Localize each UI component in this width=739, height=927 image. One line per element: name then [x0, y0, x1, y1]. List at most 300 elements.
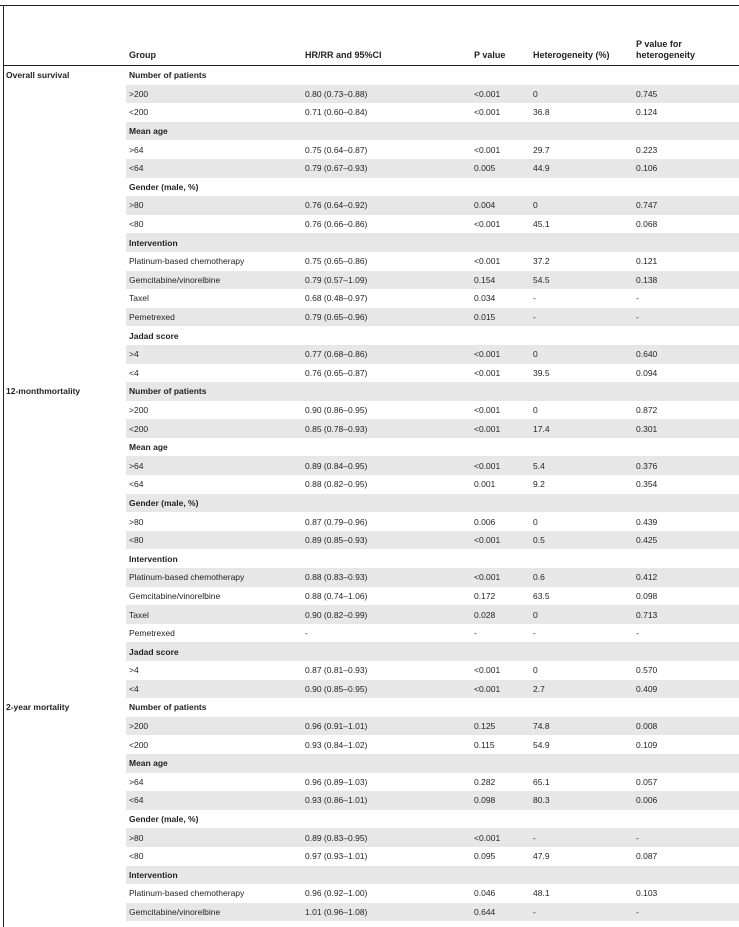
p-value-cell: 0.034: [474, 293, 496, 304]
p-heterogeneity-cell: [633, 233, 739, 252]
group-cell: Mean age: [126, 754, 302, 773]
heterogeneity-cell: 65.1: [533, 776, 550, 787]
p-value-cell: 0.095: [474, 851, 496, 862]
group-cell: Taxel: [126, 605, 302, 624]
p-value-cell: -: [474, 628, 477, 639]
section-cell: [3, 828, 126, 847]
p-value-cell: <0.001: [471, 345, 530, 364]
group-cell: >64: [129, 144, 144, 155]
table-row: [3, 717, 739, 736]
header-heterogeneity: Heterogeneity (%): [530, 24, 633, 66]
hr-ci-cell: 0.68 (0.48–0.97): [305, 293, 368, 304]
heterogeneity-cell: [530, 494, 633, 513]
p-value-cell: 0.004: [471, 196, 530, 215]
hr-ci-cell: [302, 866, 471, 885]
table-row: [3, 475, 739, 494]
section-cell: [3, 345, 126, 364]
p-heterogeneity-cell: 0.301: [633, 419, 739, 438]
table-row: [3, 289, 739, 308]
p-value-cell: 0.006: [474, 516, 496, 527]
section-cell: [3, 289, 126, 308]
table-row: [3, 587, 739, 606]
hr-ci-cell: 0.93 (0.84–1.02): [305, 739, 368, 750]
p-heterogeneity-cell: [633, 810, 739, 829]
p-value-cell: 0.028: [471, 605, 530, 624]
section-cell: [3, 549, 126, 568]
hr-ci-cell: 0.88 (0.83–0.93): [302, 568, 471, 587]
subgroup-analysis-table: [3, 24, 739, 921]
table-row: [3, 401, 739, 420]
section-cell: [3, 717, 126, 736]
p-value-cell: [471, 698, 530, 717]
section-cell: [3, 308, 126, 327]
table-row: [3, 531, 739, 550]
p-heterogeneity-cell: 0.124: [636, 107, 658, 118]
hr-ci-cell: [302, 382, 471, 401]
group-cell: <200: [129, 107, 149, 118]
table-row: [3, 85, 739, 104]
p-value-cell: <0.001: [471, 568, 530, 587]
hr-ci-cell: 0.76 (0.65–0.87): [305, 367, 368, 378]
hr-ci-cell: 0.96 (0.91–1.01): [302, 717, 471, 736]
p-value-cell: 0.015: [471, 308, 530, 327]
p-value-cell: <0.001: [471, 828, 530, 847]
p-value-cell: [471, 382, 530, 401]
group-cell: <200: [126, 419, 302, 438]
p-heterogeneity-cell: 0.376: [633, 456, 739, 475]
section-cell: [3, 419, 126, 438]
group-cell: <80: [126, 531, 302, 550]
group-cell: Gemcitabine/vinorelbine: [126, 903, 302, 922]
p-heterogeneity-cell: 0.109: [636, 739, 658, 750]
hr-ci-cell: [302, 642, 471, 661]
hr-ci-cell: 0.90 (0.86–0.95): [305, 404, 368, 415]
group-cell: Jadad score: [129, 330, 179, 341]
p-value-cell: [471, 178, 530, 197]
p-value-cell: 0.098: [471, 791, 530, 810]
p-heterogeneity-cell: 0.006: [633, 791, 739, 810]
p-heterogeneity-cell: 0.745: [633, 85, 739, 104]
p-heterogeneity-cell: 0.138: [633, 271, 739, 290]
hr-ci-cell: 0.71 (0.60–0.84): [305, 107, 368, 118]
section-cell: [3, 438, 126, 457]
group-cell: >200: [129, 404, 149, 415]
group-cell: Number of patients: [126, 382, 302, 401]
section-cell: [3, 568, 126, 587]
group-cell: <64: [126, 791, 302, 810]
p-heterogeneity-cell: 0.570: [636, 665, 658, 676]
p-heterogeneity-cell: [633, 438, 739, 457]
p-value-cell: [471, 122, 530, 141]
table-row: [3, 754, 739, 773]
section-cell: [3, 642, 126, 661]
p-value-cell: 0.282: [474, 776, 496, 787]
heterogeneity-cell: [530, 866, 633, 885]
section-cell: [3, 233, 126, 252]
heterogeneity-cell: [530, 382, 633, 401]
group-cell: Gender (male, %): [129, 814, 199, 825]
table-row: [3, 215, 739, 234]
p-heterogeneity-cell: 0.098: [636, 590, 658, 601]
section-cell: [3, 456, 126, 475]
p-value-cell: 0.172: [474, 590, 496, 601]
table-row: [3, 419, 739, 438]
table-row: [3, 233, 739, 252]
section-cell: [3, 85, 126, 104]
section-cell: [3, 103, 126, 122]
group-cell: <64: [126, 159, 302, 178]
hr-ci-cell: [302, 178, 471, 197]
group-cell: >64: [126, 456, 302, 475]
group-cell: Platinum-based chemotherapy: [126, 568, 302, 587]
p-value-cell: [471, 642, 530, 661]
group-cell: >64: [129, 776, 144, 787]
table-row: [3, 661, 739, 680]
heterogeneity-cell: 5.4: [530, 456, 633, 475]
table-row: [3, 605, 739, 624]
section-cell: [3, 215, 126, 234]
section-cell: [3, 847, 126, 866]
table-row: [3, 178, 739, 197]
header-hr-ci: HR/RR and 95%CI: [302, 24, 471, 66]
section-cell: [3, 326, 126, 345]
p-heterogeneity-cell: [633, 326, 739, 345]
section-cell: [3, 680, 126, 699]
group-cell: Jadad score: [126, 642, 302, 661]
group-cell: Pemetrexed: [129, 628, 175, 639]
section-cell: [3, 494, 126, 513]
p-value-cell: 0.115: [474, 739, 495, 750]
hr-ci-cell: [302, 754, 471, 773]
p-heterogeneity-cell: 0.087: [636, 851, 658, 862]
hr-ci-cell: 0.76 (0.66–0.86): [305, 219, 368, 230]
heterogeneity-cell: 0: [530, 85, 633, 104]
table-row: [3, 549, 739, 568]
hr-ci-cell: 0.89 (0.85–0.93): [302, 531, 471, 550]
p-heterogeneity-cell: [633, 698, 739, 717]
heterogeneity-cell: [530, 698, 633, 717]
group-cell: >80: [126, 828, 302, 847]
heterogeneity-cell: 2.7: [530, 680, 633, 699]
hr-ci-cell: [302, 698, 471, 717]
table-row: [3, 196, 739, 215]
group-cell: Gender (male, %): [129, 181, 199, 192]
hr-ci-cell: 0.89 (0.84–0.95): [302, 456, 471, 475]
table-row: [3, 624, 739, 643]
p-heterogeneity-cell: 0.747: [633, 196, 739, 215]
heterogeneity-cell: 0: [533, 665, 538, 676]
group-cell: >4: [126, 345, 302, 364]
heterogeneity-cell: [530, 438, 633, 457]
group-cell: Taxel: [129, 293, 149, 304]
header-section: [3, 24, 126, 66]
hr-ci-cell: [302, 549, 471, 568]
group-cell: Mean age: [126, 122, 302, 141]
p-heterogeneity-cell: -: [636, 293, 639, 304]
p-value-cell: <0.001: [471, 456, 530, 475]
p-value-cell: <0.001: [474, 665, 501, 676]
table-row: [3, 438, 739, 457]
p-heterogeneity-cell: [633, 549, 739, 568]
group-cell: Intervention: [129, 553, 178, 564]
p-value-cell: 0.005: [471, 159, 530, 178]
p-heterogeneity-cell: [633, 122, 739, 141]
section-cell: [3, 178, 126, 197]
hr-ci-cell: 0.76 (0.64–0.92): [302, 196, 471, 215]
section-cell: [3, 587, 126, 606]
hr-ci-cell: [302, 233, 471, 252]
group-cell: Intervention: [126, 866, 302, 885]
table-row: [3, 791, 739, 810]
table-row: [3, 252, 739, 271]
hr-ci-cell: 0.75 (0.65–0.86): [305, 256, 368, 267]
p-heterogeneity-cell: 0.057: [636, 776, 658, 787]
heterogeneity-cell: [530, 122, 633, 141]
heterogeneity-cell: 9.2: [533, 479, 545, 490]
heterogeneity-cell: 54.9: [533, 739, 550, 750]
p-heterogeneity-cell: 0.121: [636, 256, 658, 267]
section-cell: [3, 661, 126, 680]
group-cell: <80: [129, 851, 144, 862]
group-cell: Number of patients: [129, 702, 207, 713]
p-value-cell: [471, 66, 530, 85]
group-cell: <80: [129, 219, 144, 230]
section-cell: Overall survival: [6, 70, 70, 81]
p-heterogeneity-cell: [633, 66, 739, 85]
heterogeneity-cell: 47.9: [533, 851, 550, 862]
group-cell: Platinum-based chemotherapy: [129, 888, 245, 899]
table-row: [3, 159, 739, 178]
heterogeneity-cell: 29.7: [533, 144, 550, 155]
p-heterogeneity-cell: 0.223: [636, 144, 658, 155]
section-cell: [3, 531, 126, 550]
p-heterogeneity-cell: 0.713: [633, 605, 739, 624]
header-group: Group: [126, 24, 302, 66]
group-cell: <64: [129, 479, 144, 490]
section-cell: [3, 196, 126, 215]
hr-ci-cell: [302, 122, 471, 141]
table-row: [3, 884, 739, 903]
section-cell: [3, 512, 126, 531]
p-value-cell: <0.001: [474, 404, 501, 415]
heterogeneity-cell: 0.5: [530, 531, 633, 550]
heterogeneity-cell: -: [530, 828, 633, 847]
p-value-cell: [471, 494, 530, 513]
hr-ci-cell: 0.88 (0.82–0.95): [305, 479, 368, 490]
table-header: [3, 24, 739, 66]
p-heterogeneity-cell: -: [636, 628, 639, 639]
section-cell: [3, 252, 126, 271]
group-cell: Gemcitabine/vinorelbine: [129, 590, 221, 601]
group-cell: >80: [126, 196, 302, 215]
heterogeneity-cell: [530, 810, 633, 829]
heterogeneity-cell: -: [530, 308, 633, 327]
group-cell: Gemcitabine/vinorelbine: [126, 271, 302, 290]
hr-ci-cell: 0.90 (0.85–0.95): [302, 680, 471, 699]
p-value-cell: 0.046: [474, 888, 496, 899]
table-row: [3, 903, 739, 922]
p-heterogeneity-cell: 0.106: [633, 159, 739, 178]
p-value-cell: [471, 754, 530, 773]
p-value-cell: [471, 326, 530, 345]
table-row: [3, 512, 739, 531]
section-cell: 2-year mortality: [6, 702, 70, 713]
hr-ci-cell: -: [305, 628, 308, 639]
table-row: [3, 810, 739, 829]
table-row: [3, 773, 739, 792]
header-row: [3, 24, 739, 66]
header-p-value: P value: [471, 24, 530, 66]
hr-ci-cell: 0.88 (0.74–1.06): [305, 590, 368, 601]
hr-ci-cell: 0.79 (0.67–0.93): [302, 159, 471, 178]
group-cell: >4: [129, 665, 139, 676]
p-value-cell: <0.001: [471, 419, 530, 438]
p-value-cell: <0.001: [474, 144, 501, 155]
section-cell: [3, 605, 126, 624]
p-heterogeneity-cell: 0.425: [633, 531, 739, 550]
table-top-rule: [0, 5, 739, 6]
group-cell: >80: [129, 516, 144, 527]
table-row: [3, 326, 739, 345]
heterogeneity-cell: 17.4: [530, 419, 633, 438]
p-heterogeneity-cell: 0.409: [633, 680, 739, 699]
hr-ci-cell: 0.85 (0.78–0.93): [302, 419, 471, 438]
section-cell: [3, 903, 126, 922]
hr-ci-cell: [302, 810, 471, 829]
heterogeneity-cell: 63.5: [533, 590, 550, 601]
section-cell: [3, 140, 126, 159]
p-heterogeneity-cell: [633, 382, 739, 401]
group-cell: Gender (male, %): [126, 494, 302, 513]
heterogeneity-cell: [530, 326, 633, 345]
heterogeneity-cell: 39.5: [533, 367, 550, 378]
heterogeneity-cell: 0: [533, 516, 538, 527]
section-cell: [3, 624, 126, 643]
heterogeneity-cell: 54.5: [530, 271, 633, 290]
hr-ci-cell: [302, 326, 471, 345]
p-value-cell: [471, 233, 530, 252]
table-row: [3, 271, 739, 290]
table-row: [3, 680, 739, 699]
p-heterogeneity-cell: 0.640: [633, 345, 739, 364]
section-cell: [3, 364, 126, 383]
heterogeneity-cell: 0: [533, 404, 538, 415]
p-heterogeneity-cell: 0.412: [633, 568, 739, 587]
heterogeneity-cell: [530, 233, 633, 252]
table-row: [3, 382, 739, 401]
hr-ci-cell: 0.96 (0.89–1.03): [305, 776, 368, 787]
table-row: [3, 66, 739, 85]
table-row: [3, 828, 739, 847]
p-heterogeneity-cell: -: [633, 903, 739, 922]
table-row: [3, 847, 739, 866]
heterogeneity-cell: -: [533, 293, 536, 304]
heterogeneity-cell: 0: [530, 196, 633, 215]
p-heterogeneity-cell: 0.094: [636, 367, 658, 378]
table-row: [3, 568, 739, 587]
hr-ci-cell: 0.79 (0.57–1.09): [302, 271, 471, 290]
heterogeneity-cell: [530, 549, 633, 568]
table-row: [3, 735, 739, 754]
section-cell: [3, 791, 126, 810]
table-row: [3, 364, 739, 383]
table-row: [3, 140, 739, 159]
heterogeneity-cell: 48.1: [533, 888, 550, 899]
heterogeneity-cell: -: [533, 628, 536, 639]
table-row: [3, 866, 739, 885]
group-cell: Number of patients: [129, 70, 207, 81]
heterogeneity-cell: 74.8: [530, 717, 633, 736]
p-heterogeneity-cell: 0.439: [636, 516, 658, 527]
hr-ci-cell: 0.93 (0.86–1.01): [302, 791, 471, 810]
heterogeneity-cell: 37.2: [533, 256, 550, 267]
section-cell: [3, 810, 126, 829]
group-cell: <4: [129, 367, 139, 378]
heterogeneity-cell: [530, 66, 633, 85]
group-cell: Intervention: [126, 233, 302, 252]
table-row: [3, 494, 739, 513]
p-heterogeneity-cell: 0.068: [636, 219, 658, 230]
section-cell: [3, 271, 126, 290]
section-cell: [3, 122, 126, 141]
group-cell: >200: [126, 85, 302, 104]
p-heterogeneity-cell: [633, 642, 739, 661]
heterogeneity-cell: [530, 642, 633, 661]
section-cell: 12-monthmortality: [6, 386, 81, 397]
p-heterogeneity-cell: 0.872: [636, 404, 658, 415]
p-value-cell: <0.001: [474, 219, 501, 230]
p-value-cell: 0.154: [471, 271, 530, 290]
section-cell: [3, 735, 126, 754]
table-row: [3, 103, 739, 122]
heterogeneity-cell: 0: [530, 345, 633, 364]
p-value-cell: <0.001: [471, 85, 530, 104]
section-cell: [3, 475, 126, 494]
heterogeneity-cell: 45.1: [533, 219, 550, 230]
table-row: [3, 308, 739, 327]
p-value-cell: 0.125: [471, 717, 530, 736]
heterogeneity-cell: 80.3: [530, 791, 633, 810]
p-value-cell: <0.001: [471, 680, 530, 699]
p-value-cell: [471, 866, 530, 885]
p-value-cell: 0.644: [471, 903, 530, 922]
p-heterogeneity-cell: [633, 866, 739, 885]
hr-ci-cell: 0.75 (0.64–0.87): [305, 144, 368, 155]
p-value-cell: <0.001: [474, 256, 501, 267]
hr-ci-cell: 0.90 (0.82–0.99): [302, 605, 471, 624]
table-row: [3, 345, 739, 364]
group-cell: <4: [126, 680, 302, 699]
p-heterogeneity-cell: [633, 494, 739, 513]
section-cell: [3, 884, 126, 903]
section-cell: [3, 159, 126, 178]
p-heterogeneity-cell: [633, 178, 739, 197]
hr-ci-cell: 0.97 (0.93–1.01): [305, 851, 368, 862]
group-cell: <200: [129, 739, 149, 750]
p-value-cell: <0.001: [474, 367, 501, 378]
table-row: [3, 698, 739, 717]
table-row: [3, 456, 739, 475]
hr-ci-cell: 0.87 (0.81–0.93): [305, 665, 368, 676]
hr-ci-cell: 0.80 (0.73–0.88): [302, 85, 471, 104]
p-value-cell: <0.001: [471, 531, 530, 550]
table-row: [3, 122, 739, 141]
group-cell: Platinum-based chemotherapy: [129, 256, 245, 267]
p-heterogeneity-cell: -: [633, 308, 739, 327]
hr-ci-cell: 0.89 (0.83–0.95): [302, 828, 471, 847]
hr-ci-cell: [302, 66, 471, 85]
group-cell: >200: [126, 717, 302, 736]
